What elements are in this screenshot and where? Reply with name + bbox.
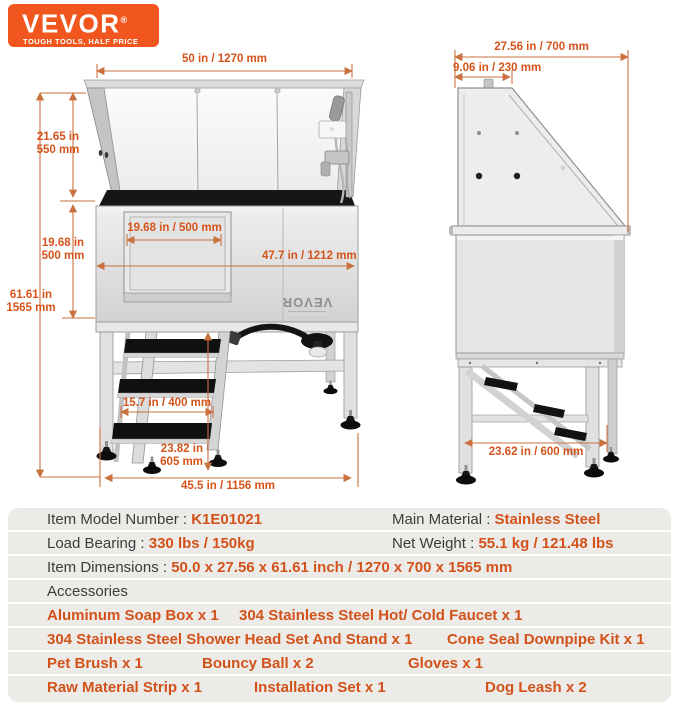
model-number-label: Item Model Number : [47,511,188,528]
spec-row-load-weight [8,532,671,556]
dim-front-inner-width: 47.7 in / 1212 mm [262,250,357,262]
item-dimensions-label: Item Dimensions : [47,559,168,576]
spec-row-model-material [8,508,671,532]
tub-watermark-smalltext [288,311,326,318]
accessory-item: 304 Stainless Steel Shower Head Set And Stand x 1 [47,631,413,648]
registered-mark: ® [120,15,128,25]
accessory-item: Cone Seal Downpipe Kit x 1 [447,631,645,648]
dim-front-total-height: 61.61 in 1565 mm [6,289,56,314]
logo-brand: VEVOR® [22,8,128,39]
dim-front-base-width: 45.5 in / 1156 mm [181,480,275,492]
tub-watermark-logo: VEVOR [281,295,333,310]
load-bearing-label: Load Bearing : [47,535,145,552]
dim-front-door-width: 19.68 in / 500 mm [127,222,222,234]
load-bearing-value: 330 lbs / 150kg [148,535,255,552]
dim-front-step-width: 15.7 in / 400 mm [122,397,212,409]
dim-front-mid-height: 19.68 in 500 mm [41,237,85,262]
item-dimensions-value: 50.0 x 27.56 x 61.61 inch / 1270 x 700 x 1565 mm [171,559,513,576]
spec-row-dimensions [8,556,671,580]
dim-front-top-width: 50 in / 1270 mm [181,53,268,65]
accessory-item: Pet Brush x 1 [47,655,143,672]
logo-tagline: TOUGH TOOLS, HALF PRICE [23,36,139,46]
main-material-label: Main Material : [392,511,491,528]
accessory-item: Raw Material Strip x 1 [47,679,203,696]
accessory-item: 304 Stainless Steel Hot/ Cold Faucet x 1 [239,607,523,624]
spec-row-accessories-4 [8,676,671,700]
accessory-item: Aluminum Soap Box x 1 [47,607,219,624]
spec-row-accessories-3 [8,652,671,676]
dim-side-depth: 27.56 in / 700 mm [494,41,589,53]
main-material-value: Stainless Steel [494,511,601,528]
accessory-item: Bouncy Ball x 2 [202,655,314,672]
net-weight-label: Net Weight : [392,535,475,552]
spec-row-accessories-1 [8,604,671,628]
side-view-drawing [449,79,631,485]
accessories-label: Accessories [47,583,128,600]
accessory-item: Gloves x 1 [408,655,484,672]
dim-side-top-edge: 9.06 in / 230 mm [453,62,542,74]
spec-row-accessories-2 [8,628,671,652]
dim-side-base-depth: 23.62 in / 600 mm [488,446,584,458]
accessory-item: Installation Set x 1 [254,679,386,696]
accessory-item: Dog Leash x 2 [485,679,587,696]
spec-panel [8,508,671,702]
front-view-drawing [84,80,364,474]
net-weight-value: 55.1 kg / 121.48 lbs [478,535,614,552]
spec-row-accessories-header [8,580,671,604]
dim-front-step-height: 23.82 in 605 mm [160,443,203,468]
dim-front-upper-height: 21.65 in 550 mm [36,131,80,156]
model-number-value: K1E01021 [191,511,263,528]
